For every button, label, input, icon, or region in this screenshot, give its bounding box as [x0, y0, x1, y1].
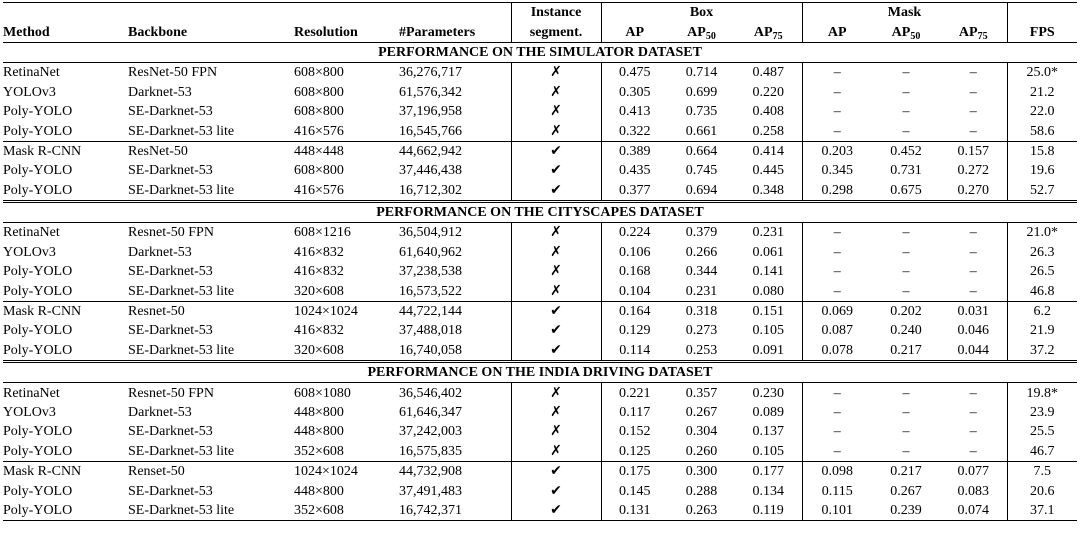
- table-cell: 21.9: [1007, 321, 1077, 340]
- table-cell: 1024×1024: [294, 301, 399, 321]
- instance-seg-mark: ✔: [511, 501, 601, 521]
- table-cell: 0.304: [685, 424, 718, 440]
- instance-seg-mark: ✔: [511, 301, 601, 321]
- instance-seg-mark: ✗: [511, 403, 601, 422]
- table-cell: 0.661: [685, 123, 718, 139]
- table-cell: 0.379: [685, 225, 718, 241]
- table-cell: –: [902, 264, 910, 280]
- table-cell: SE-Darknet-53 lite: [128, 342, 235, 358]
- table-cell: 0.266: [685, 244, 718, 260]
- table-cell: Poly-YOLO: [3, 182, 73, 198]
- instance-seg-mark: ✗: [511, 102, 601, 121]
- section-title: PERFORMANCE ON THE CITYSCAPES DATASET: [3, 201, 1077, 222]
- header-resolution: Resolution: [294, 22, 399, 42]
- table-cell: –: [902, 244, 910, 260]
- table-cell: 0.318: [668, 301, 735, 321]
- table-cell: 44,732,908: [399, 461, 511, 481]
- table-row: [3, 63, 1077, 83]
- table-cell: 0.046: [957, 323, 989, 339]
- table-cell: YOLOv3: [3, 405, 56, 420]
- table-cell: 46.7: [1007, 442, 1077, 462]
- table-cell: Darknet-53: [128, 84, 192, 100]
- table-cell: SE-Darknet-53: [128, 163, 213, 179]
- table-cell: 1024×1024: [294, 461, 399, 481]
- table-cell: 416×832: [294, 264, 344, 280]
- table-cell: 0.105: [752, 323, 784, 339]
- table-cell: 37.1: [1007, 501, 1077, 521]
- table-cell: 61,646,347: [399, 405, 462, 420]
- table-cell: 0.168: [601, 262, 668, 281]
- table-cell: 16,712,302: [399, 182, 462, 198]
- table-cell: RetinaNet: [3, 385, 60, 401]
- table-cell: 0.044: [957, 342, 989, 358]
- table-cell: –: [969, 264, 977, 280]
- table-cell: 0.348: [752, 182, 784, 198]
- table-cell: 37,446,438: [399, 163, 462, 179]
- table-cell: 7.5: [1007, 461, 1077, 481]
- header-box: Box: [601, 3, 802, 23]
- table-cell: 15.8: [1007, 141, 1077, 161]
- table-cell: 0.258: [752, 123, 784, 139]
- table-cell: 0.231: [752, 225, 784, 241]
- header-instance-line1: Instance: [511, 3, 601, 23]
- table-cell: 46.8: [1007, 281, 1077, 301]
- table-cell: Poly-YOLO: [3, 283, 73, 299]
- instance-seg-mark: ✔: [511, 461, 601, 481]
- table-cell: ResNet-50 FPN: [128, 65, 218, 81]
- table-cell: 6.2: [1007, 301, 1077, 321]
- table-cell: 0.288: [685, 483, 718, 499]
- table-cell: 0.224: [601, 223, 668, 243]
- table-cell: –: [802, 121, 872, 141]
- table-cell: 0.087: [802, 321, 872, 340]
- table-cell: 37,242,003: [399, 424, 462, 440]
- instance-seg-mark: ✗: [511, 281, 601, 301]
- table-cell: 0.106: [601, 243, 668, 262]
- table-cell: 0.031: [940, 301, 1007, 321]
- table-cell: 0.445: [752, 163, 784, 179]
- table-row: [3, 121, 1077, 141]
- table-cell: 608×800: [294, 163, 344, 179]
- table-cell: –: [902, 385, 910, 401]
- instance-seg-mark: ✗: [511, 83, 601, 102]
- table-cell: 0.300: [668, 461, 735, 481]
- table-cell: Poly-YOLO: [3, 163, 73, 179]
- table-cell: Mask R-CNN: [3, 141, 128, 161]
- table-cell: 0.078: [802, 341, 872, 362]
- table-cell: 0.151: [735, 301, 802, 321]
- table-cell: –: [802, 243, 872, 262]
- table-cell: 0.664: [668, 141, 735, 161]
- table-cell: 0.408: [752, 104, 784, 120]
- table-row: [3, 161, 1077, 180]
- instance-seg-mark: ✗: [511, 442, 601, 462]
- table-cell: –: [969, 225, 977, 241]
- table-cell: 0.298: [802, 181, 872, 202]
- table-cell: 0.272: [957, 163, 989, 179]
- table-cell: 61,576,342: [399, 84, 462, 100]
- table-cell: –: [802, 403, 872, 422]
- table-cell: 0.080: [752, 283, 784, 299]
- table-cell: 0.263: [668, 501, 735, 521]
- table-cell: 416×576: [294, 123, 344, 139]
- table-cell: –: [802, 383, 872, 403]
- table-cell: 0.083: [957, 483, 989, 499]
- table-cell: Darknet-53: [128, 405, 192, 420]
- header-backbone: Backbone: [128, 22, 294, 42]
- instance-seg-mark: ✗: [511, 223, 601, 243]
- table-cell: SE-Darknet-53 lite: [128, 501, 294, 521]
- table-cell: 0.141: [752, 264, 784, 280]
- table-cell: 37,238,538: [399, 264, 462, 280]
- table-cell: 37.2: [1007, 341, 1077, 362]
- table-cell: 0.131: [601, 501, 668, 521]
- table-cell: –: [802, 422, 872, 441]
- table-row: [3, 442, 1077, 462]
- table-cell: 0.267: [890, 483, 922, 499]
- table-cell: 19.8*: [1007, 383, 1077, 403]
- table-cell: 0.061: [752, 244, 784, 260]
- table-cell: 0.357: [685, 385, 718, 401]
- table-cell: –: [902, 283, 910, 299]
- table-cell: 37,491,483: [399, 483, 462, 499]
- table-cell: 44,662,942: [399, 141, 511, 161]
- table-cell: Poly-YOLO: [3, 123, 73, 139]
- table-cell: 0.115: [802, 481, 872, 500]
- table-cell: 16,575,835: [399, 443, 462, 459]
- table-cell: 448×800: [294, 424, 344, 440]
- table-row: [3, 83, 1077, 102]
- table-body: [3, 42, 1077, 520]
- table-cell: 0.267: [685, 405, 718, 420]
- section-header-row: [3, 201, 1077, 222]
- table-row: [3, 301, 1077, 321]
- table-cell: 16,545,766: [399, 123, 462, 139]
- table-cell: SE-Darknet-53 lite: [128, 283, 235, 299]
- table-cell: 0.177: [735, 461, 802, 481]
- table-cell: –: [969, 424, 977, 440]
- table-cell: 608×1216: [294, 225, 351, 241]
- table-cell: 0.203: [802, 141, 872, 161]
- table-cell: 25.0*: [1007, 63, 1077, 83]
- table-cell: 0.125: [601, 442, 668, 462]
- table-cell: –: [902, 443, 910, 459]
- table-cell: 0.230: [752, 385, 784, 401]
- table-cell: –: [902, 84, 910, 100]
- table-cell: YOLOv3: [3, 244, 56, 260]
- table-cell: Poly-YOLO: [3, 501, 128, 521]
- table-cell: –: [802, 442, 872, 462]
- table-cell: SE-Darknet-53: [128, 424, 213, 440]
- header-mask-ap75: $AP_{75}$: [940, 22, 1007, 42]
- section-header-row: [3, 42, 1077, 62]
- header-instance-line2: segment.: [511, 22, 601, 42]
- table-cell: Resnet-50 FPN: [128, 225, 214, 241]
- table-cell: 36,546,402: [399, 385, 462, 401]
- instance-seg-mark: ✗: [511, 262, 601, 281]
- header-method: Method: [3, 22, 128, 42]
- table-row: [3, 341, 1077, 362]
- table-cell: 0.699: [685, 84, 718, 100]
- table-cell: 0.745: [685, 163, 718, 179]
- table-cell: 0.435: [601, 161, 668, 180]
- instance-seg-mark: ✗: [511, 63, 601, 83]
- table-cell: 0.105: [752, 443, 784, 459]
- table-cell: SE-Darknet-53 lite: [128, 443, 235, 459]
- table-cell: 0.164: [601, 301, 668, 321]
- instance-seg-mark: ✗: [511, 422, 601, 441]
- instance-seg-mark: ✔: [511, 481, 601, 500]
- header-fps: FPS: [1007, 22, 1077, 42]
- table-cell: –: [969, 84, 977, 100]
- table-row: [3, 181, 1077, 202]
- table-cell: 0.091: [752, 342, 784, 358]
- instance-seg-mark: ✔: [511, 341, 601, 362]
- table-cell: 36,276,717: [399, 65, 462, 81]
- table-cell: YOLOv3: [3, 84, 56, 100]
- table-cell: RetinaNet: [3, 225, 60, 241]
- table-cell: 0.104: [601, 281, 668, 301]
- table-cell: 0.675: [890, 182, 922, 198]
- table-cell: 0.221: [601, 383, 668, 403]
- instance-seg-mark: ✔: [511, 161, 601, 180]
- table-cell: 19.6: [1007, 161, 1077, 180]
- table-cell: SE-Darknet-53: [128, 264, 213, 280]
- table-cell: –: [969, 123, 977, 139]
- instance-seg-mark: ✗: [511, 243, 601, 262]
- table-cell: 36,504,912: [399, 225, 462, 241]
- header-box-ap50: $AP_{50}$: [668, 22, 735, 42]
- table-cell: 0.077: [940, 461, 1007, 481]
- table-cell: –: [902, 104, 910, 120]
- table-cell: –: [969, 385, 977, 401]
- table-cell: 0.344: [685, 264, 718, 280]
- header-mask-ap50: $AP_{50}$: [872, 22, 940, 42]
- table-cell: 320×608: [294, 283, 344, 299]
- table-cell: –: [802, 262, 872, 281]
- table-cell: 0.157: [940, 141, 1007, 161]
- header-box-ap75: $AP_{75}$: [735, 22, 802, 42]
- table-cell: –: [902, 123, 910, 139]
- table-cell: 608×1080: [294, 385, 351, 401]
- table-cell: 16,742,371: [399, 501, 511, 521]
- table-cell: 0.069: [802, 301, 872, 321]
- table-cell: 0.253: [685, 342, 718, 358]
- table-cell: 448×800: [294, 483, 344, 499]
- table-cell: SE-Darknet-53 lite: [128, 182, 235, 198]
- table-row: [3, 262, 1077, 281]
- table-cell: 608×800: [294, 104, 344, 120]
- table-cell: 0.098: [802, 461, 872, 481]
- table-row: [3, 422, 1077, 441]
- section-title: PERFORMANCE ON THE INDIA DRIVING DATASET: [3, 362, 1077, 383]
- table-cell: Resnet-50 FPN: [128, 385, 214, 401]
- table-cell: 0.731: [890, 163, 922, 179]
- table-cell: 52.7: [1007, 181, 1077, 202]
- table-cell: 0.240: [890, 323, 922, 339]
- table-cell: 0.452: [872, 141, 940, 161]
- table-cell: 0.231: [685, 283, 718, 299]
- table-cell: –: [802, 281, 872, 301]
- table-cell: –: [969, 283, 977, 299]
- results-table: [3, 2, 1077, 521]
- table-cell: 0.152: [601, 422, 668, 441]
- table-cell: Poly-YOLO: [3, 104, 73, 120]
- table-cell: Poly-YOLO: [3, 483, 73, 499]
- table-cell: Resnet-50: [128, 301, 294, 321]
- table-cell: Darknet-53: [128, 244, 192, 260]
- table-cell: 37,196,958: [399, 104, 462, 120]
- table-cell: 416×832: [294, 323, 344, 339]
- table-cell: 16,740,058: [399, 342, 462, 358]
- table-row: [3, 501, 1077, 521]
- table-cell: –: [969, 104, 977, 120]
- table-cell: 0.694: [685, 182, 718, 198]
- table-cell: SE-Darknet-53: [128, 483, 213, 499]
- table-cell: SE-Darknet-53: [128, 104, 213, 120]
- table-cell: –: [969, 65, 977, 81]
- table-cell: 0.129: [601, 321, 668, 340]
- instance-seg-mark: ✔: [511, 181, 601, 202]
- table-cell: –: [902, 424, 910, 440]
- table-cell: –: [802, 63, 872, 83]
- table-cell: 0.487: [752, 65, 784, 81]
- table-cell: RetinaNet: [3, 65, 60, 81]
- table-cell: 0.089: [752, 405, 784, 420]
- table-cell: ResNet-50: [128, 141, 294, 161]
- table-cell: –: [802, 223, 872, 243]
- table-cell: –: [969, 405, 977, 420]
- table-row: [3, 461, 1077, 481]
- table-cell: 0.220: [752, 84, 784, 100]
- table-row: [3, 243, 1077, 262]
- instance-seg-mark: ✔: [511, 141, 601, 161]
- table-cell: –: [969, 244, 977, 260]
- header-mask: Mask: [802, 3, 1007, 23]
- table-cell: 320×608: [294, 342, 344, 358]
- table-cell: 448×448: [294, 141, 399, 161]
- table-row: [3, 481, 1077, 500]
- table-row: [3, 102, 1077, 121]
- table-cell: Poly-YOLO: [3, 264, 73, 280]
- table-cell: –: [969, 443, 977, 459]
- table-cell: 0.260: [685, 443, 718, 459]
- table-cell: 416×576: [294, 182, 344, 198]
- instance-seg-mark: ✗: [511, 121, 601, 141]
- table-cell: 0.137: [752, 424, 784, 440]
- table-cell: 20.6: [1007, 481, 1077, 500]
- table-cell: 0.345: [802, 161, 872, 180]
- table-cell: Poly-YOLO: [3, 424, 73, 440]
- table-cell: 0.117: [601, 403, 668, 422]
- table-cell: 0.475: [601, 63, 668, 83]
- table-cell: 0.305: [601, 83, 668, 102]
- table-cell: 26.5: [1007, 262, 1077, 281]
- table-cell: Poly-YOLO: [3, 443, 73, 459]
- table-cell: –: [902, 405, 910, 420]
- table-cell: 608×800: [294, 65, 344, 81]
- header-params: #Parameters: [399, 22, 511, 42]
- table-cell: 0.239: [872, 501, 940, 521]
- table-cell: 0.377: [601, 181, 668, 202]
- table-row: [3, 383, 1077, 403]
- table-cell: 448×800: [294, 405, 344, 420]
- table-cell: 0.270: [957, 182, 989, 198]
- table-cell: 0.217: [890, 342, 922, 358]
- table-cell: 0.202: [872, 301, 940, 321]
- table-cell: 21.0*: [1007, 223, 1077, 243]
- table-header: [3, 3, 1077, 43]
- table-cell: 0.735: [685, 104, 718, 120]
- table-cell: –: [802, 102, 872, 121]
- table-cell: SE-Darknet-53 lite: [128, 123, 235, 139]
- table-cell: 0.322: [601, 121, 668, 141]
- table-cell: 16,573,522: [399, 283, 462, 299]
- table-cell: 0.119: [735, 501, 802, 521]
- table-cell: 352×608: [294, 501, 399, 521]
- table-cell: 0.114: [601, 341, 668, 362]
- table-cell: 0.414: [735, 141, 802, 161]
- table-cell: 0.074: [940, 501, 1007, 521]
- table-cell: 0.134: [752, 483, 784, 499]
- table-cell: –: [802, 83, 872, 102]
- table-row: [3, 321, 1077, 340]
- table-row: [3, 403, 1077, 422]
- table-row: [3, 281, 1077, 301]
- table-cell: –: [902, 65, 910, 81]
- table-cell: Mask R-CNN: [3, 461, 128, 481]
- table-cell: 352×608: [294, 443, 344, 459]
- table-cell: 0.413: [601, 102, 668, 121]
- table-cell: –: [902, 225, 910, 241]
- table-cell: 0.273: [685, 323, 718, 339]
- table-cell: 23.9: [1007, 403, 1077, 422]
- table-cell: 416×832: [294, 244, 344, 260]
- table-cell: 21.2: [1007, 83, 1077, 102]
- table-cell: 0.217: [872, 461, 940, 481]
- table-cell: 22.0: [1007, 102, 1077, 121]
- table-row: [3, 141, 1077, 161]
- table-cell: Mask R-CNN: [3, 301, 128, 321]
- table-cell: 61,640,962: [399, 244, 462, 260]
- table-cell: 608×800: [294, 84, 344, 100]
- table-cell: Renset-50: [128, 461, 294, 481]
- table-cell: 25.5: [1007, 422, 1077, 441]
- header-mask-ap: AP: [802, 22, 872, 42]
- instance-seg-mark: ✗: [511, 383, 601, 403]
- table-cell: SE-Darknet-53: [128, 323, 213, 339]
- table-cell: 26.3: [1007, 243, 1077, 262]
- table-cell: 0.389: [601, 141, 668, 161]
- section-header-row: [3, 362, 1077, 383]
- table-cell: 58.6: [1007, 121, 1077, 141]
- table-cell: 0.145: [601, 481, 668, 500]
- header-box-ap: AP: [601, 22, 668, 42]
- table-cell: Poly-YOLO: [3, 323, 73, 339]
- table-row: [3, 223, 1077, 243]
- instance-seg-mark: ✔: [511, 321, 601, 340]
- table-cell: 44,722,144: [399, 301, 511, 321]
- section-title: PERFORMANCE ON THE SIMULATOR DATASET: [3, 42, 1077, 62]
- table-cell: 0.175: [601, 461, 668, 481]
- table-cell: Poly-YOLO: [3, 342, 73, 358]
- table-cell: 37,488,018: [399, 323, 462, 339]
- table-cell: 0.714: [685, 65, 718, 81]
- table-cell: 0.101: [802, 501, 872, 521]
